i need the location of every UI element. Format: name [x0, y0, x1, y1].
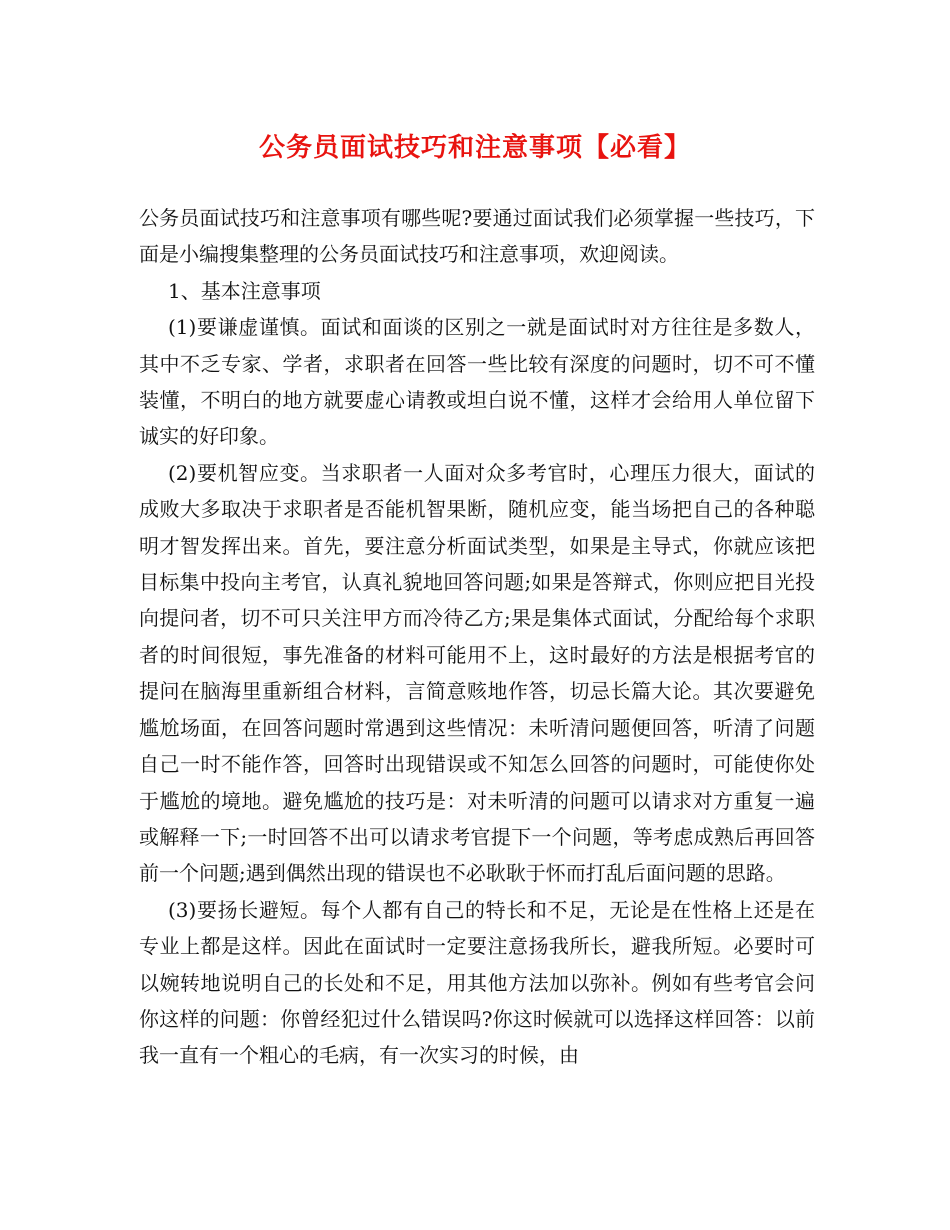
paragraph-point-3: (3)要扬长避短。每个人都有自己的特长和不足，无论是在性格上还是在专业上都是这样。因此在面试时一定要注意扬我所长，避我所短。必要时可以婉转地说明自己的长处和不足，用其他方法加以弥补。例如有些考官会问你这样的问题：你曾经犯过什么错误吗?你这时候就可以选择这样回答：以前我一直有一个粗心的毛病，有一次实习的时候，由	[139, 897, 815, 1068]
document-title: 公务员面试技巧和注意事项【必看】	[258, 133, 691, 163]
paragraph-point-1: (1)要谦虚谨慎。面试和面谈的区别之一就是面试时对方往往是多数人，其中不乏专家、学者，求职者在回答一些比较有深度的问题时，切不可不懂装懂，不明白的地方就要虚心请教或坦白说不懂，这样才会给用人单位留下诚实的好印象。	[139, 315, 815, 449]
section-heading: 1、基本注意事项	[168, 278, 321, 303]
intro-paragraph: 公务员面试技巧和注意事项有哪些呢?要通过面试我们必须掌握一些技巧，下面是小编搜集整理的公务员面试技巧和注意事项，欢迎阅读。	[139, 206, 815, 267]
paragraph-point-2: (2)要机智应变。当求职者一人面对众多考官时，心理压力很大，面试的成败大多取决于求职者是否能机智果断，随机应变，能当场把自己的各种聪明才智发挥出来。首先，要注意分析面试类型，如果是主导式，你就应该把目标集中投向主考官，认真礼貌地回答问题;如果是答辩式，你则应把目光投向提问者，切不可只关注甲方而冷待乙方;果是集体式面试，分配给每个求职者的时间很短，事先准备的材料可能用不上，这时最好的方法是根据考官的提问在脑海里重新组合材料，言简意赅地作答，切忌长篇大论。其次要避免尴尬场面，在回答问题时常遇到这些情况：未听清问题便回答，听清了问题自己一时不能作答，回答时出现错误或不知怎么回答的问题时，可能使你处于尴尬的境地。避免尴尬的技巧是：对未听清的问题可以请求对方重复一遍或解释一下;一时回答不出可以请求考官提下一个问题，等考虑成熟后再回答前一个问题;遇到偶然出现的错误也不必耿耿于怀而打乱后面问题的思路。	[139, 460, 815, 886]
document-body	[139, 200, 815, 1074]
